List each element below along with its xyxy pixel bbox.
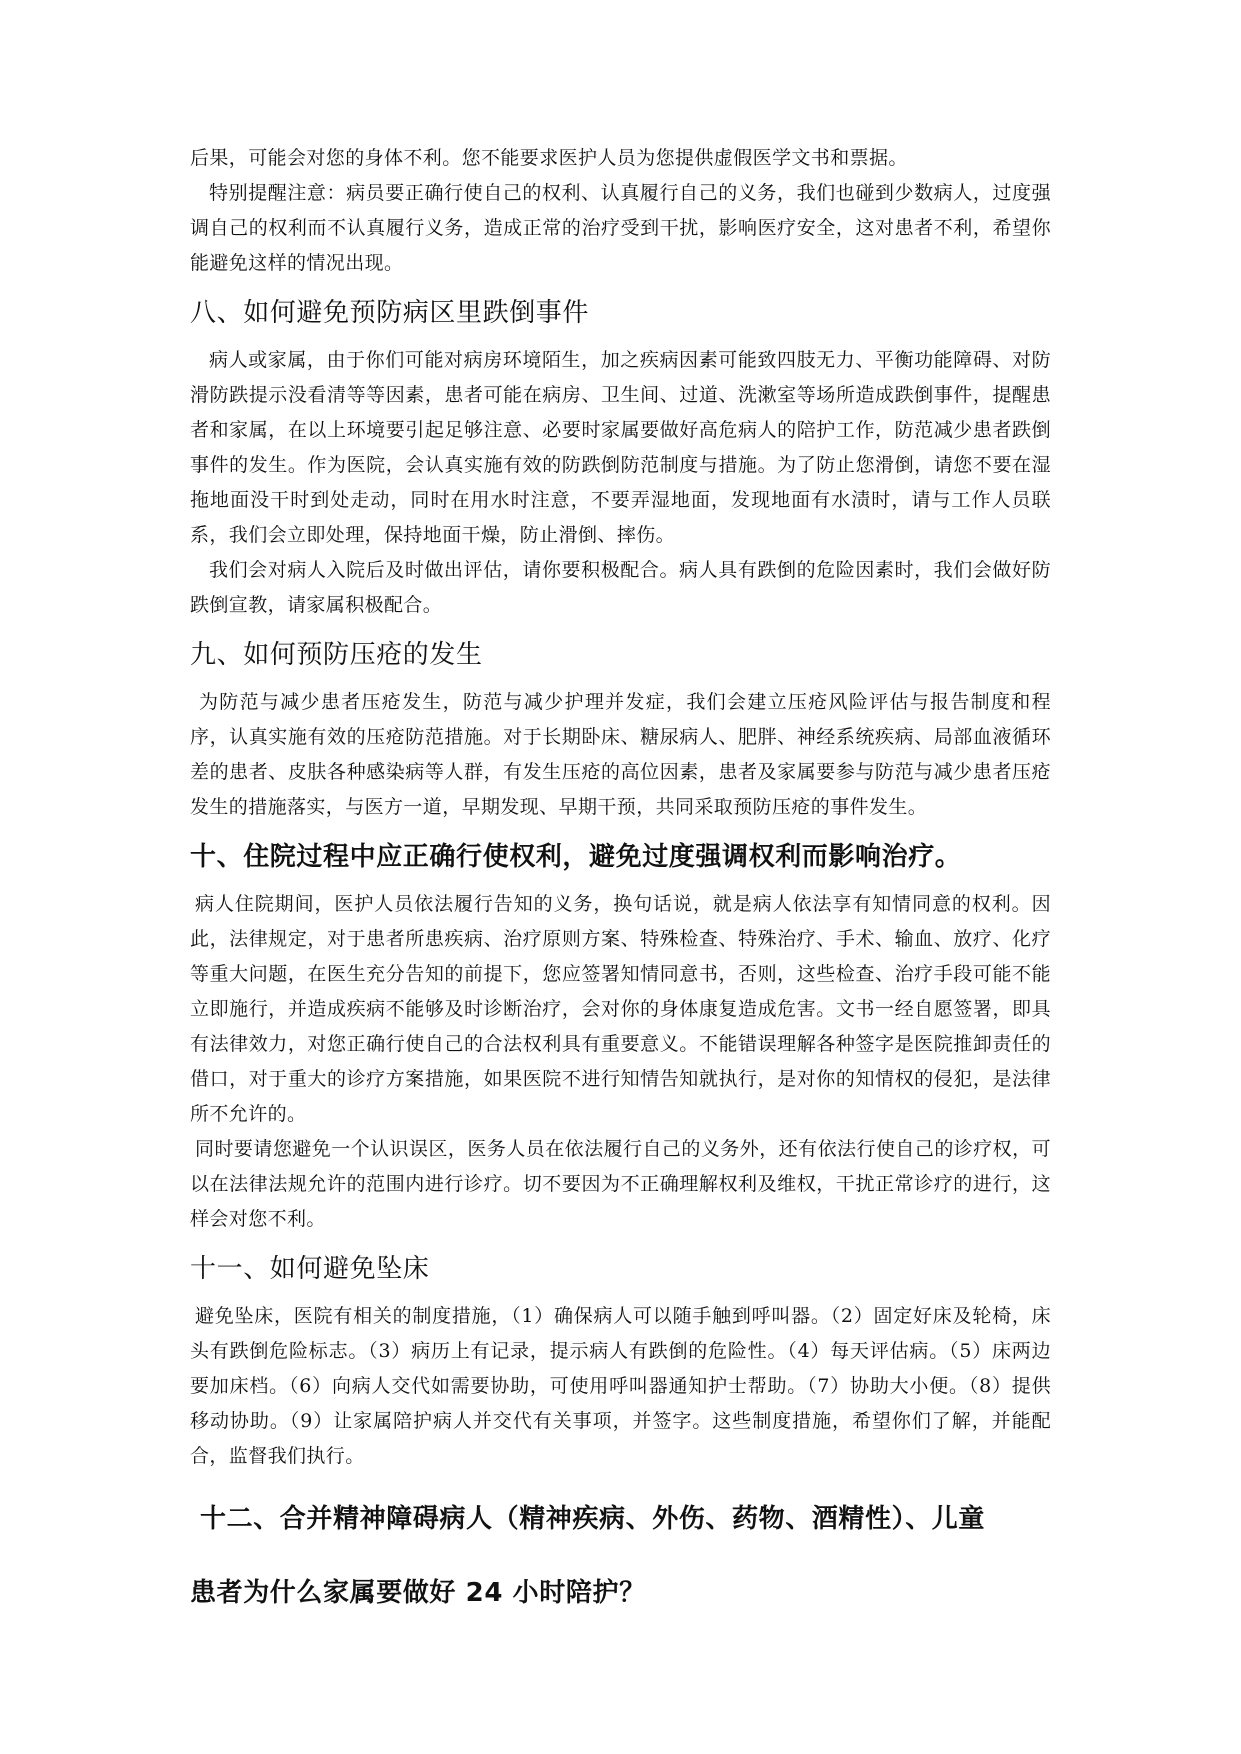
section-8-paragraph-2: 我们会对病人入院后及时做出评估，请你要积极配合。病人具有跌倒的危险因素时，我们会做好防跌倒宣教，请家属积极配合。 (190, 559, 1051, 616)
section-10-paragraph-2: 同时要请您避免一个认识误区，医务人员在依法履行自己的义务外，还有依法行使自己的诊疗权，可以在法律法规允许的范围内进行诊疗。切不要因为不正确理解权利及维权，干扰正常诊疗的进行，这样会对您不利。 (190, 1138, 1051, 1230)
intro-paragraph-1: 后果，可能会对您的身体不利。您不能要求医护人员为您提供虚假医学文书和票据。 (190, 147, 908, 169)
section-10-heading: 十、住院过程中应正确行使权利，避免过度强调权利而影响治疗。 (190, 842, 962, 872)
section-12-heading-line-1: 十二、合并精神障碍病人（精神疾病、外伤、药物、酒精性）、儿童 (200, 1504, 986, 1534)
section-11-heading: 十一、如何避免坠床 (190, 1254, 430, 1284)
section-12-heading-line-2: 患者为什么家属要做好 24 小时陪护？ (190, 1578, 646, 1608)
section-11-paragraph-1: 避免坠床，医院有相关的制度措施，（1）确保病人可以随手触到呼叫器。（2）固定好床及轮椅，床头有跌倒危险标志。（3）病历上有记录，提示病人有跌倒的危险性。（4）每天评估病。（5）床两边要加床档。（6）向病人交代如需要协助，可使用呼叫器通知护士帮助。（7）协助大小便。（8）提供移动协助。（9）让家属陪护病人并交代有关事项，并签字。这些制度措施，希望你们了解，并能配合，监督我们执行。 (190, 1305, 1051, 1467)
section-12-heading (190, 1482, 1051, 1630)
intro-paragraph-2: 特别提醒注意：病员要正确行使自己的权利、认真履行自己的义务，我们也碰到少数病人，过度强调自己的权利而不认真履行义务，造成正常的治疗受到干扰，影响医疗安全，这对患者不利，希望你能避免这样的情况出现。 (190, 182, 1051, 274)
section-9-paragraph-1: 为防范与减少患者压疮发生，防范与减少护理并发症，我们会建立压疮风险评估与报告制度和程序，认真实施有效的压疮防范措施。对于长期卧床、糖尿病人、肥胖、神经系统疾病、局部血液循环差的患者、皮肤各种感染病等人群，有发生压疮的高位因素，患者及家属要参与防范与减少患者压疮发生的措施落实，与医方一道，早期发现、早期干预，共同采取预防压疮的事件发生。 (190, 691, 1051, 818)
section-8-heading: 八、如何避免预防病区里跌倒事件 (190, 298, 590, 328)
section-10-paragraph-1: 病人住院期间，医护人员依法履行告知的义务，换句话说，就是病人依法享有知情同意的权利。因此，法律规定，对于患者所患疾病、治疗原则方案、特殊检查、特殊治疗、手术、输血、放疗、化疗等重大问题，在医生充分告知的前提下，您应签署知情同意书，否则，这些检查、治疗手段可能不能立即施行，并造成疾病不能够及时诊断治疗，会对你的身体康复造成危害。文书一经自愿签署，即具有法律效力，对您正确行使自己的合法权利具有重要意义。不能错误理解各种签字是医院推卸责任的借口，对于重大的诊疗方案措施，如果医院不进行知情告知就执行，是对你的知情权的侵犯，是法律所不允许的。 (190, 893, 1051, 1125)
section-9-heading: 九、如何预防压疮的发生 (190, 640, 483, 670)
section-8-paragraph-1: 病人或家属，由于你们可能对病房环境陌生，加之疾病因素可能致四肢无力、平衡功能障碍、对防滑防跌提示没看清等等因素，患者可能在病房、卫生间、过道、洗漱室等场所造成跌倒事件，提醒患者和家属，在以上环境要引起足够注意、必要时家属要做好高危病人的陪护工作，防范减少患者跌倒事件的发生。作为医院，会认真实施有效的防跌倒防范制度与措施。为了防止您滑倒，请您不要在湿拖地面没干时到处走动，同时在用水时注意，不要弄湿地面，发现地面有水渍时，请与工作人员联系，我们会立即处理，保持地面干燥，防止滑倒、摔伤。 (190, 349, 1051, 546)
